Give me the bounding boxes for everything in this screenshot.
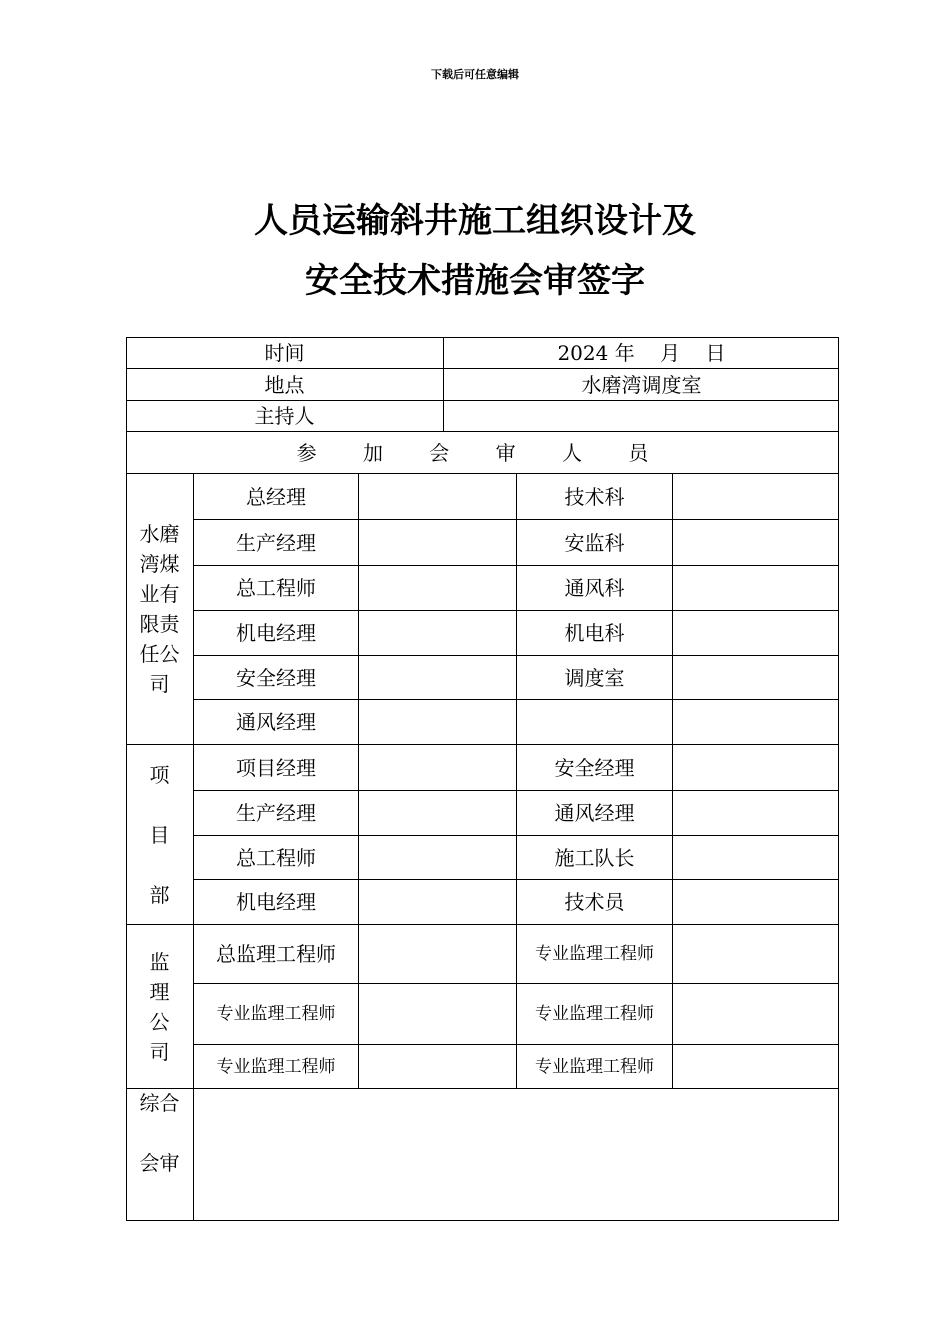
signature-table bbox=[126, 337, 839, 1221]
time-label: 时间 bbox=[264, 340, 305, 365]
group-project-dept-name bbox=[126, 745, 193, 924]
place-label: 地点 bbox=[264, 372, 305, 397]
role-label: 总监理工程师 bbox=[216, 942, 336, 966]
group-name-line: 限责 bbox=[139, 612, 180, 636]
role-label: 项目经理 bbox=[236, 755, 316, 780]
summary-label-line: 综合 bbox=[139, 1091, 180, 1115]
place-value: 水磨湾调度室 bbox=[581, 372, 702, 397]
role-label: 专业监理工程师 bbox=[535, 944, 654, 964]
group-name-line: 项 bbox=[149, 762, 170, 787]
role-label: 专业监理工程师 bbox=[216, 1056, 336, 1077]
group-name-line: 湾煤 bbox=[139, 552, 180, 576]
role-label: 生产经理 bbox=[236, 801, 316, 825]
role-label: 机电经理 bbox=[236, 890, 316, 914]
role-label: 专业监理工程师 bbox=[535, 1004, 654, 1024]
role-label: 总工程师 bbox=[236, 576, 316, 600]
group-name-line: 任公 bbox=[139, 642, 180, 666]
group-name-line: 部 bbox=[149, 882, 170, 907]
role-label: 安监科 bbox=[564, 530, 625, 555]
role-label bbox=[517, 700, 672, 744]
role-label: 通风经理 bbox=[554, 801, 635, 825]
role-label: 施工队长 bbox=[554, 845, 635, 870]
role-label: 总经理 bbox=[246, 484, 306, 509]
group-name-line: 司 bbox=[149, 672, 170, 696]
role-label: 技术科 bbox=[564, 484, 625, 509]
time-value: 2024 年 月 日 bbox=[557, 340, 726, 365]
summary-value[interactable] bbox=[194, 1089, 839, 1221]
role-label: 技术员 bbox=[564, 890, 625, 914]
role-label: 调度室 bbox=[564, 665, 625, 690]
role-label: 专业监理工程师 bbox=[535, 1056, 654, 1077]
group-name-line: 水磨 bbox=[139, 522, 180, 546]
group-name-line: 司 bbox=[149, 1039, 170, 1064]
header-note: 下载后可任意编辑 bbox=[431, 68, 519, 81]
role-label: 通风科 bbox=[564, 576, 625, 600]
summary-label bbox=[126, 1073, 193, 1205]
participants-header: 参 加 会 审 人 员 bbox=[296, 440, 669, 465]
document-title-line1: 人员运输斜井施工组织设计及 bbox=[254, 201, 696, 241]
group-name-line: 理 bbox=[149, 979, 170, 1004]
group-name-line: 公 bbox=[149, 1009, 170, 1034]
role-label: 生产经理 bbox=[236, 530, 316, 555]
role-label: 安全经理 bbox=[236, 665, 316, 690]
group-name-line: 业有 bbox=[139, 582, 180, 606]
group-name-line: 目 bbox=[149, 822, 170, 847]
role-label: 专业监理工程师 bbox=[216, 1004, 336, 1024]
role-label: 安全经理 bbox=[554, 755, 635, 780]
role-label: 机电科 bbox=[564, 621, 625, 645]
role-label: 通风经理 bbox=[236, 710, 316, 734]
group-company-name bbox=[126, 474, 193, 744]
role-label: 机电经理 bbox=[236, 621, 316, 645]
host-label: 主持人 bbox=[254, 404, 315, 428]
group-supervision-company-name bbox=[126, 925, 193, 1088]
host-value[interactable] bbox=[444, 401, 839, 431]
group-name-line: 监 bbox=[149, 949, 170, 974]
document-title-line2: 安全技术措施会审签字 bbox=[305, 261, 645, 301]
summary-label-line: 会审 bbox=[139, 1151, 180, 1175]
role-label: 总工程师 bbox=[236, 845, 316, 870]
